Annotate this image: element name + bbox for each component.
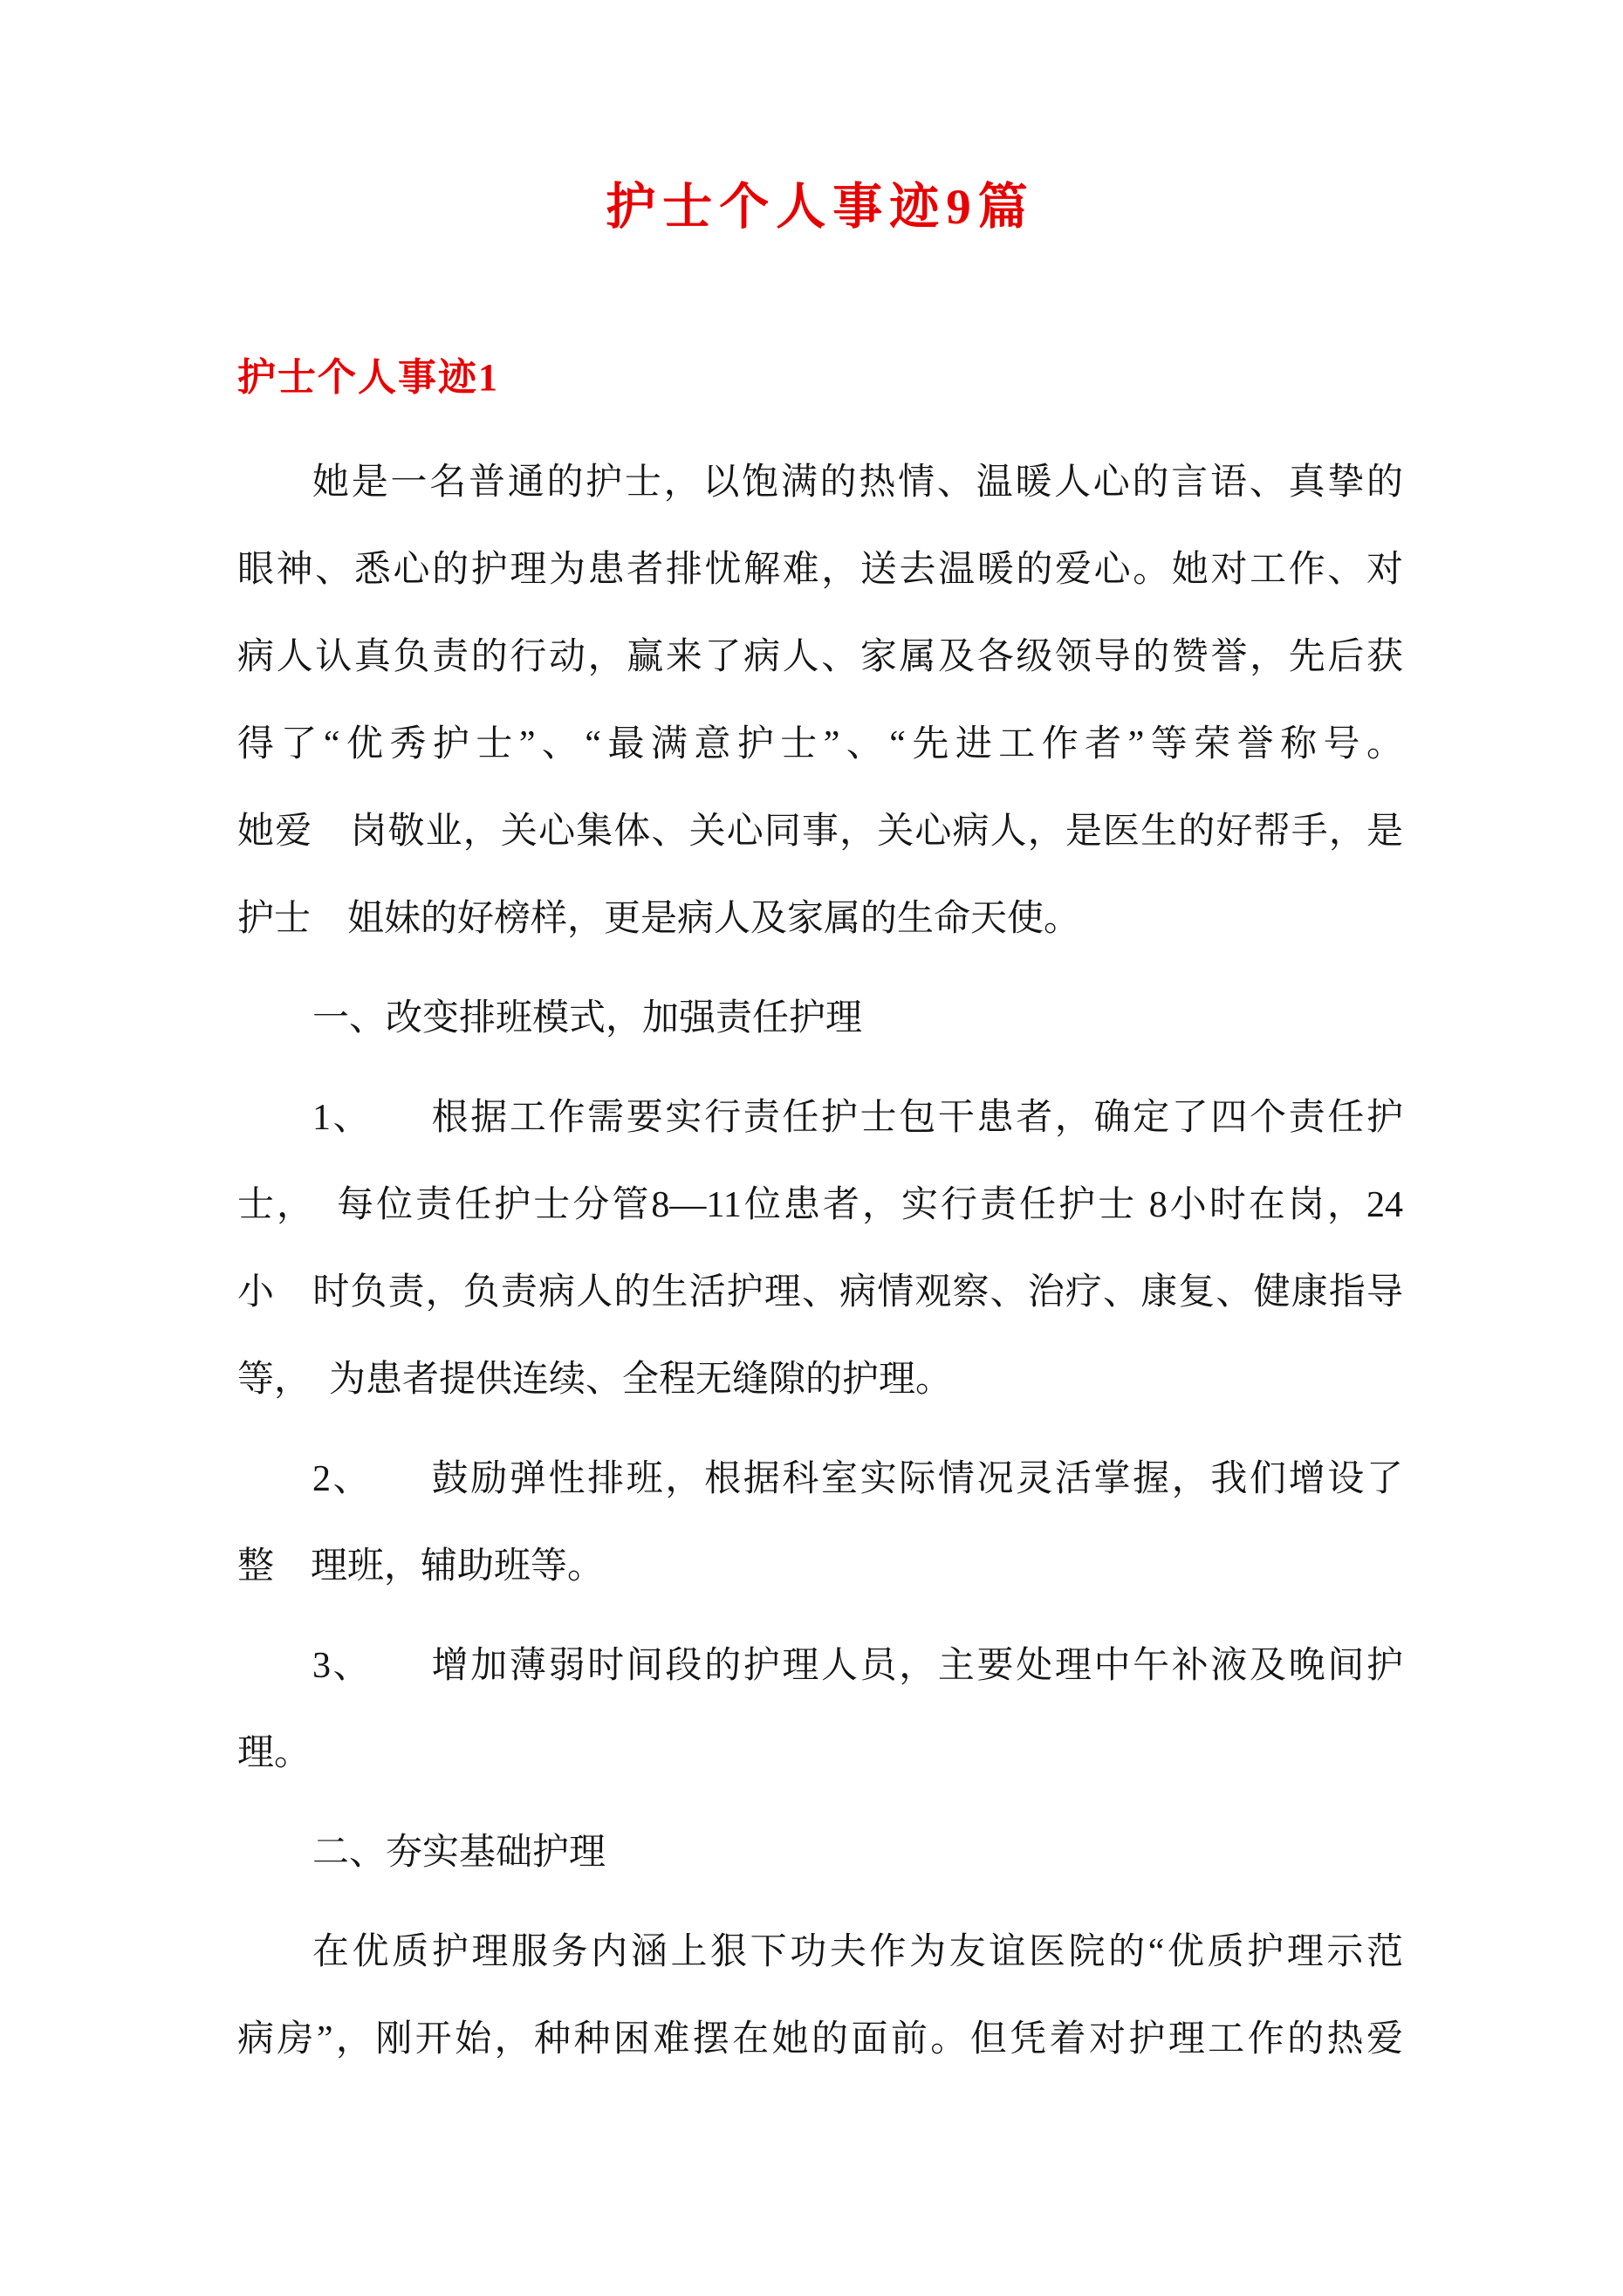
text-line: 在优质护理服务内涵上狠下功夫作为友谊医院的“优质护理示范: [312, 1932, 1403, 1972]
text-line: 她爱 岗敬业，关心集体、关心同事，关心病人，是医生的好帮手，是: [237, 812, 1403, 852]
text-line: 小 时负责，负责病人的生活护理、病情观察、治疗、康复、健康指导: [237, 1272, 1403, 1312]
section-heading: 护士个人事迹1: [237, 356, 499, 399]
text-line: 1、 根据工作需要实行责任护士包干患者，确定了四个责任护: [312, 1098, 1403, 1138]
paragraph: [237, 975, 1403, 1062]
text-line: 士， 每位责任护士分管8—11位患者，实行责任护士 8小时在岗，24: [237, 1185, 1403, 1225]
text-line: 护士 姐妹的好榜样，更是病人及家属的生命天使。: [237, 899, 1081, 939]
text-line: 病房”，刚开始，种种困难摆在她的面前。但凭着对护理工作的热爱: [237, 2019, 1403, 2060]
paragraph: [237, 1622, 1403, 1797]
text-line: 眼神、悉心的护理为患者排忧解难，送去温暖的爱心。她对工作、对: [237, 550, 1403, 590]
paragraph: [237, 1909, 1403, 2083]
text-line: 3、 增加薄弱时间段的护理人员，主要处理中午补液及晚间护: [312, 1646, 1403, 1686]
text-line: 一、改变排班模式，加强责任护理: [312, 998, 863, 1038]
text-line: 等， 为患者提供连续、全程无缝隙的护理。: [237, 1360, 953, 1400]
text-line: 二、夯实基础护理: [312, 1833, 606, 1873]
text-line: 整 理班，辅助班等。: [237, 1546, 605, 1587]
text-line: 得了“优秀护士”、“最满意护士”、“先进工作者”等荣誉称号。: [237, 724, 1403, 764]
text-line: 2、 鼓励弹性排班，根据科室实际情况灵活掌握，我们增设了: [312, 1459, 1403, 1499]
document-title: 护士个人事迹9篇: [606, 180, 1035, 235]
paragraph: [237, 1074, 1403, 1423]
paragraph: [237, 439, 1403, 963]
text-line: 理。: [237, 1733, 312, 1773]
paragraph: [237, 1436, 1403, 1610]
document-body: [237, 352, 1403, 2083]
text-line: 她是一名普通的护士，以饱满的热情、温暖人心的言语、真挚的: [312, 463, 1403, 503]
paragraph: [237, 1809, 1403, 1896]
text-line: 病人认真负责的行动，赢来了病人、家属及各级领导的赞誉，先后获: [237, 637, 1403, 677]
